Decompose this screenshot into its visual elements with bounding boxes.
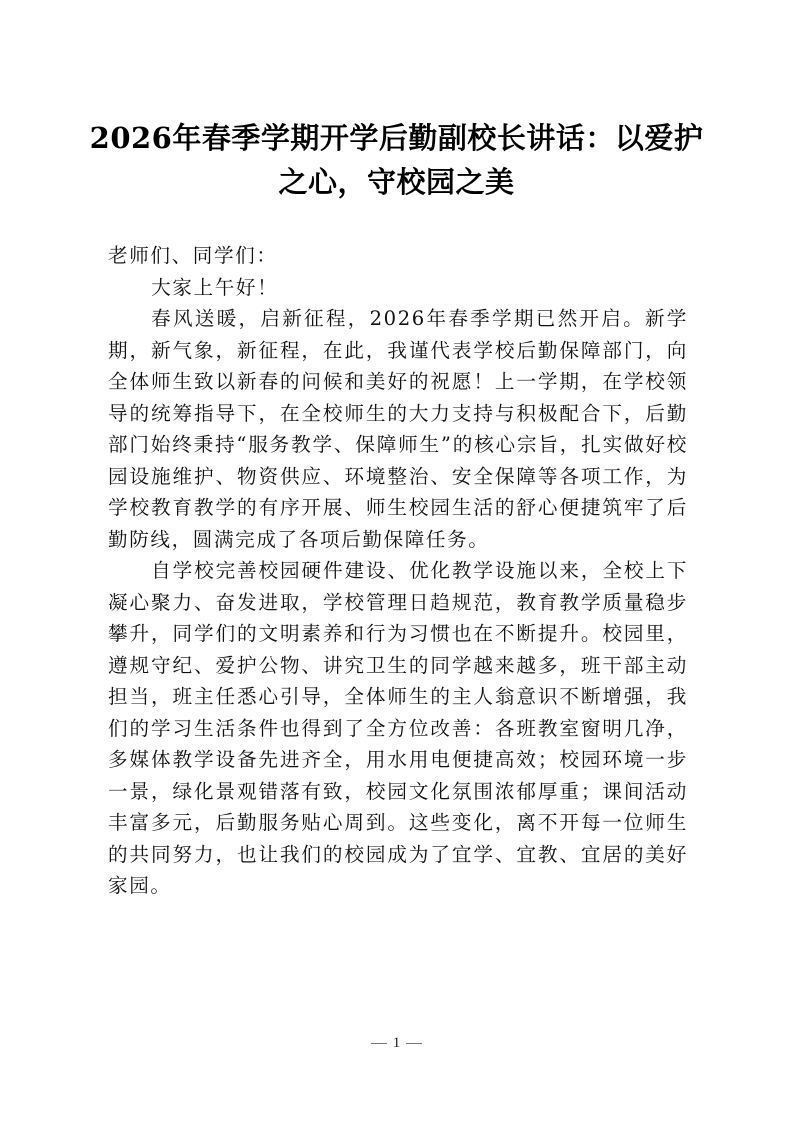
page-footer [0, 1035, 793, 1052]
document-title: 2026年春季学期开学后勤副校长讲话：以爱护之心，守校园之美 [89, 121, 704, 199]
dash-left [371, 1043, 387, 1044]
paragraph: 自学校完善校园硬件建设、优化教学设施以来，全校上下凝心聚力、奋发进取，学校管理日趋规范，教育教学质量稳步攀升，同学们的文明素养和行为习惯也在不断提升。校园里，遵规守纪、爱护公物、讲究卫生的同学越来越多，班干部主动担当，班主任悉心引导，全体师生的主人翁意识不断增强，我们的学习生活条件也得到了全方位改善：各班教室窗明几净，多媒体教学设备先进齐全，用水用电便捷高效；校园环境一步一景，绿化景观错落有致，校园文化氛围浓郁厚重；课间活动丰富多元，后勤服务贴心周到。这些变化，离不开每一位师生的共同努力，也让我们的校园成为了宜学、宜教、宜居的美好家园。 [108, 559, 688, 897]
page-number: 1 [392, 1035, 401, 1051]
dash-right [406, 1043, 422, 1044]
document-body [108, 240, 688, 902]
salutation: 老师们、同学们： [108, 244, 278, 267]
greeting: 大家上午好！ [151, 275, 279, 299]
paragraph: 春风送暖，启新征程，2026年春季学期已然开启。新学期，新气象，新征程，在此，我谨代表学校后勤保障部门，向全体师生致以新春的问候和美好的祝愿！上一学期，在学校领导的统筹指导下，在全校师生的大力支持与积极配合下，后勤部门始终秉持“服务教学、保障师生”的核心宗旨，扎实做好校园设施维护、物资供应、环境整治、安全保障等各项工作，为学校教育教学的有序开展、师生校园生活的舒心便捷筑牢了后勤防线，圆满完成了各项后勤保障任务。 [108, 307, 688, 551]
